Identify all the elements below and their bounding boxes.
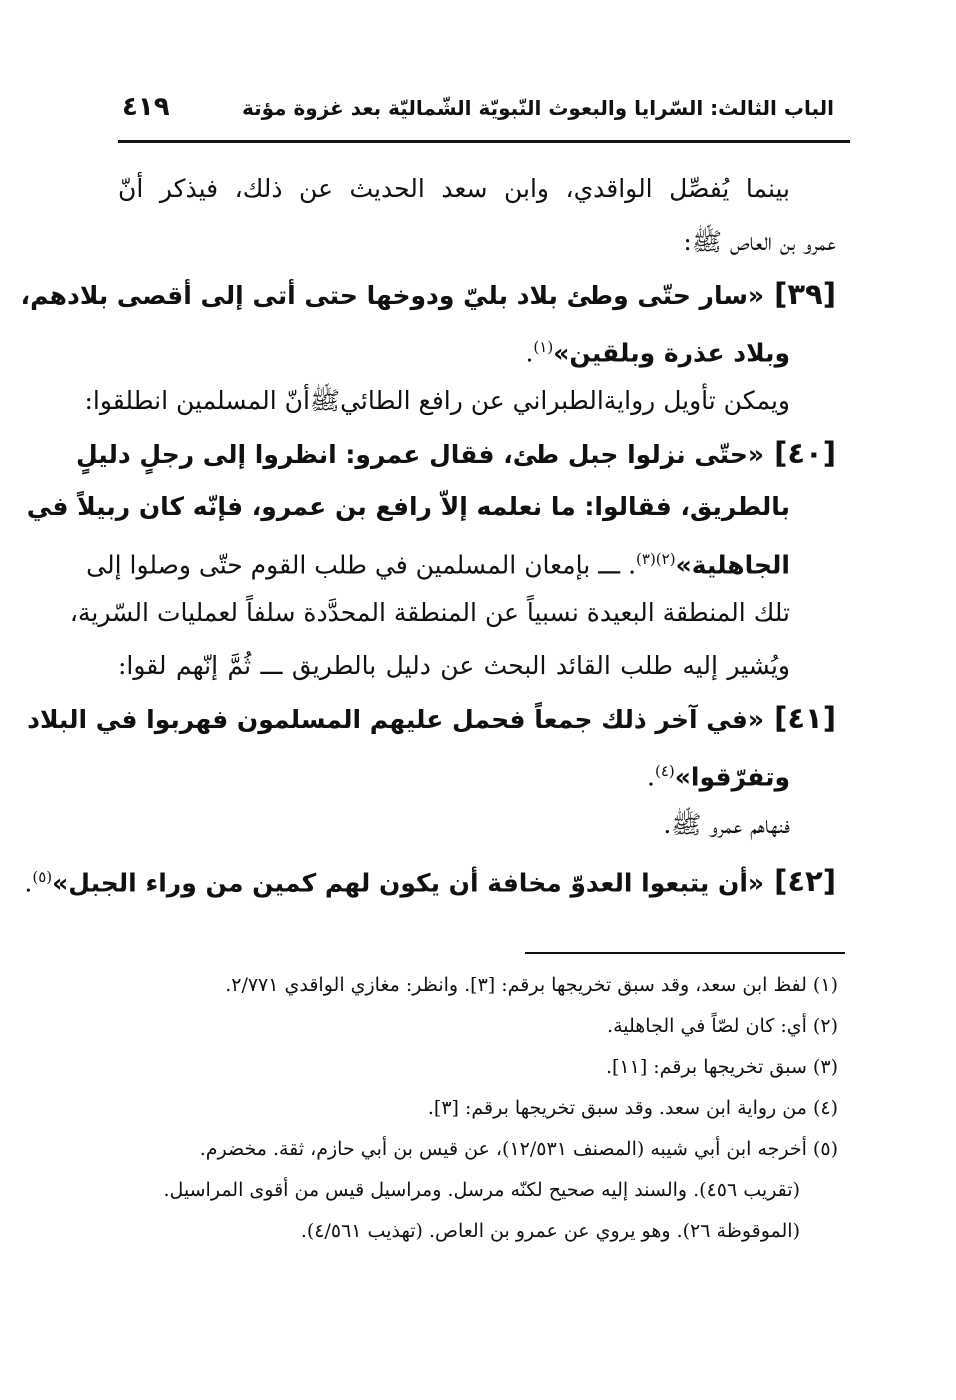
paragraph-text: . ـــ بإمعان المسلمين في طلب القوم حتّى وصلوا إلى [86,550,637,580]
paragraph-line: تلك المنطقة البعيدة نسبياً عن المنطقة المحدَّدة سلفاً لعمليات السّرية، [69,598,790,627]
footnote: (٤) من رواية ابن سعد. وقد سبق تخريجها برقم: [٣]. [427,1097,838,1119]
main-text [20,162,836,904]
footnote-ref: (٤) [654,762,675,780]
quote-40-line [75,427,836,480]
paragraph-line: فنهاهم عمرو ﷺ. [663,810,790,839]
quote-text: وتفرّقوا» [674,762,790,792]
footnote: (٣) سبق تخريجها برقم: [١١]. [605,1056,838,1078]
quote-text: «حتّى نزلوا جبل طئ، فقال عمرو: انظروا إلى رجلٍ دليلٍ [75,440,765,469]
footnote-rule [525,952,845,954]
quote-text: وبلاد عذرة وبلقين» [553,338,790,368]
footnote-ref: (٢)(٣) [636,550,676,568]
paragraph-line: عمرو بن العاص ﷺ: [683,227,836,256]
quote-39-line: وبلاد عذرة وبلقين»$^{(١)}$. [525,338,790,368]
paragraph-line: ويُشير إليه طلب القائد البحث عن دليل بالطريق ـــ ثُمَّ إنّهم لقوا: [118,651,790,680]
quote-40-line [86,533,836,586]
footnote-continuation: (تقريب ٤٥٦). والسند إليه صحيح لكنّه مرسل. ومراسيل قيس من أقوى المراسيل. [163,1179,800,1201]
paragraph-line: بينما يُفصِّل الواقدي، وابن سعد الحديث عن ذلك، فيذكر أنّ [118,174,790,203]
narration-number: [٤٠] [774,436,836,470]
footnote: (٥) أخرجه ابن أبي شيبه (المصنف ١٢/٥٣١)، عن قيس بن أبي حازم، ثقة. مخضرم. [199,1138,838,1160]
footnote-ref: (١) [533,338,554,356]
quote-text: «أن يتبعوا العدوّ مخافة أن يكون لهم كمين من وراء الجبل» [52,868,765,898]
narration-number: [٣٩] [774,277,836,311]
quote-text: «سار حتّى وطئ بلاد بليّ ودوخها حتى أتى إلى أقصى بلادهم، [20,281,765,310]
quote-text: «في آخر ذلك جمعاً فحمل عليهم المسلمون فهربوا في البلاد [27,705,765,734]
quote-42-line: [٤٢]«أن يتبعوا العدوّ مخافة أن يكون لهم كمين من وراء الجبل»$^{(٥)}$. [24,864,836,899]
quote-text: الجاهلية» [675,550,790,580]
footnote-ref: (٥) [32,868,53,886]
quote-41-line: وتفرّقوا»$^{(٤)}$. [647,762,790,792]
footnote: (١) لفظ ابن سعد، وقد سبق تخريجها برقم: [٣]. وانظر: مغازي الواقدي ٢/٧٧١. [225,974,838,996]
footnotes [118,965,838,1252]
header-rule [118,140,850,143]
narration-number: [٤١] [774,701,836,735]
page-number: ٤١٩ [122,92,170,122]
quote-41-line [27,692,836,745]
footnote-continuation: (الموقوظة ٢٦). وهو يروي عن عمرو بن العاص. (تهذيب ٤/٥٦١). [300,1220,800,1242]
footnote: (٢) أي: كان لصّاً في الجاهلية. [607,1015,838,1037]
running-title: الباب الثالث: السّرايا والبعوث النّبويّة الشّماليّة بعد غزوة مؤتة [241,96,834,120]
paragraph-line: ويمكن تأويل روايةالطبراني عن رافع الطائيﷺأنّ المسلمين انطلقوا: [84,386,790,415]
narration-number: [٤٢] [774,864,836,899]
quote-text: بالطريق، فقالوا: ما نعلمه إلاّ رافع بن عمرو، فإنّه كان ربيلاً في [26,492,790,521]
page-header [122,88,834,128]
quote-39-line [20,268,836,321]
quote-40-line [26,480,836,533]
